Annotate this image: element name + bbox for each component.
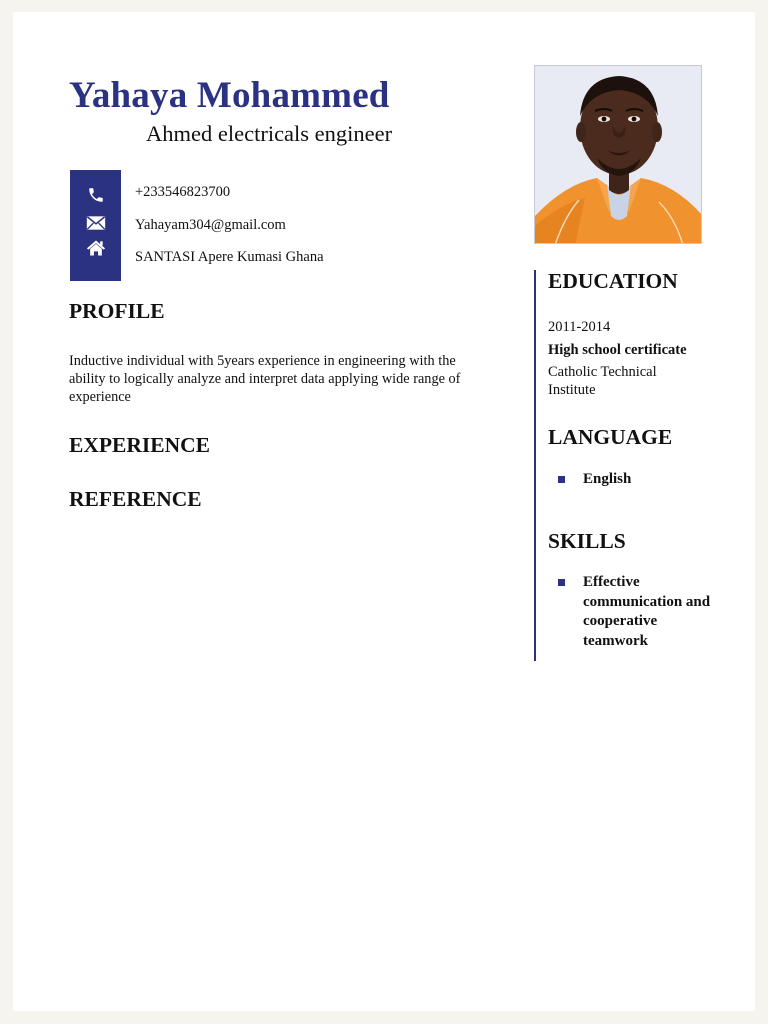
contact-icon-bar [70,170,121,281]
profile-heading: PROFILE [69,299,165,323]
skill-item: Effective communication and cooperative teamwork [583,574,711,649]
job-title: Ahmed electricals engineer [146,121,393,146]
language-bullet [558,476,565,483]
education-institution-line1: Catholic Technical [548,364,657,380]
candidate-name: Yahaya Mohammed [69,75,390,116]
language-item: English [583,471,632,487]
experience-heading: EXPERIENCE [69,433,210,457]
portrait-illustration [535,66,702,244]
right-column-divider [534,270,536,661]
education-heading: EDUCATION [548,269,678,293]
skill-bullet [558,579,565,586]
education-institution-line2: Institute [548,382,596,398]
profile-photo [534,65,702,244]
reference-heading: REFERENCE [69,487,202,511]
profile-text: Inductive individual with 5years experience in engineering with the ability to logically analyze and interpret data applying wide range of experience [69,353,461,405]
skills-heading: SKILLS [548,529,626,553]
education-years: 2011-2014 [548,319,611,335]
contact-address: SANTASI Apere Kumasi Ghana [135,249,324,265]
resume-page [13,12,755,1011]
education-qualification: High school certificate [548,342,687,358]
contact-phone: +233546823700 [135,184,231,200]
language-heading: LANGUAGE [548,425,673,449]
contact-email: Yahayam304@gmail.com [135,217,286,233]
email-icon [86,214,106,232]
phone-icon [86,186,106,204]
home-icon [86,239,106,257]
